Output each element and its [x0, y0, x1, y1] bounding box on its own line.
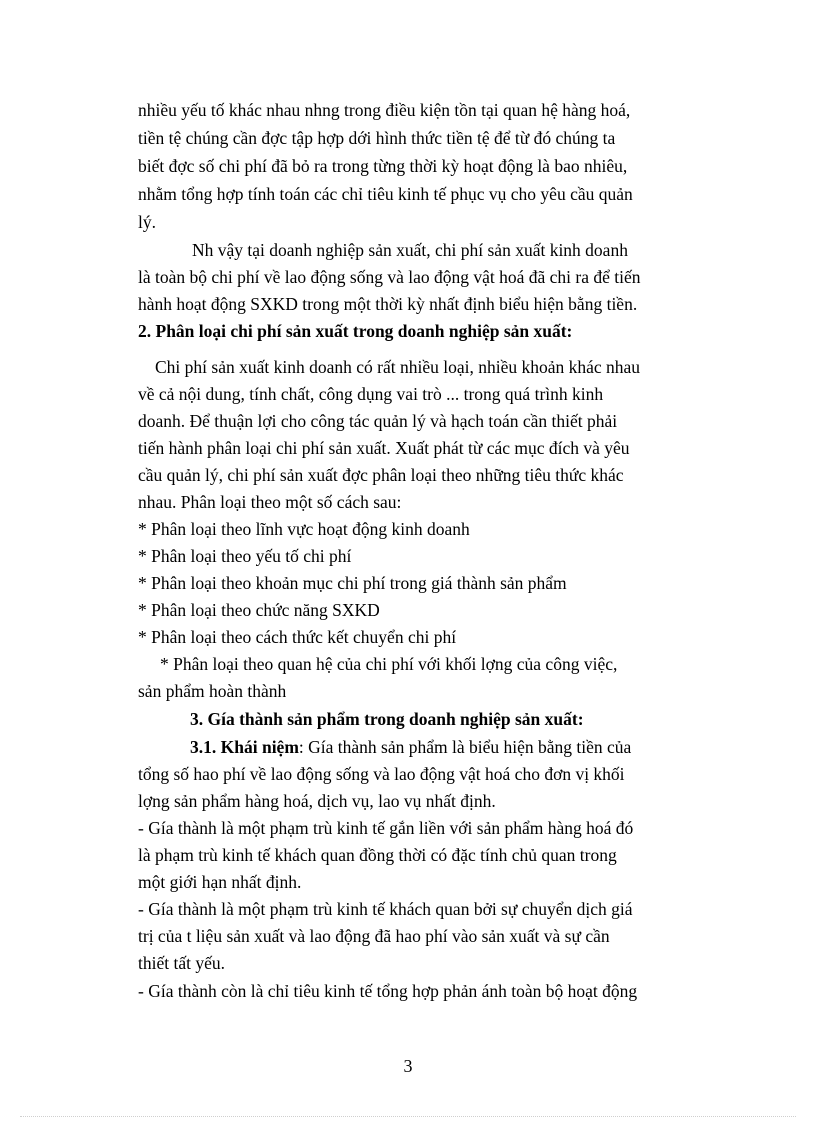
list-item: * Phân loại theo quan hệ của chi phí với khối lợng của công việc,	[160, 654, 618, 674]
page-border	[20, 1116, 796, 1117]
text-line: trị của t liệu sản xuất và lao động đã hao phí vào sản xuất và sự cần	[138, 926, 610, 946]
text-line: sản phẩm hoàn thành	[138, 681, 287, 701]
page-number: 3	[403, 1056, 413, 1076]
text-line: tiền tệ chúng cần đợc tập hợp dới hình thức tiền tệ để từ đó chúng ta	[138, 128, 616, 148]
text-line: - Gía thành là một phạm trù kinh tế gắn liền với sản phẩm hàng hoá đó	[138, 818, 634, 838]
text-line: là toàn bộ chi phí về lao động sống và lao động vật hoá đã chi ra để tiến	[138, 267, 641, 287]
text-line: tổng số hao phí về lao động sống và lao động vật hoá cho đơn vị khối	[138, 764, 625, 784]
text-line: là phạm trù kinh tế khách quan đồng thời có đặc tính chủ quan trong	[138, 845, 617, 865]
list-item: * Phân loại theo khoản mục chi phí trong giá thành sản phẩm	[138, 573, 567, 593]
list-item: * Phân loại theo chức năng SXKD	[138, 600, 380, 620]
text-line: nhau. Phân loại theo một số cách sau:	[138, 492, 402, 512]
text-line: hành hoạt động SXKD trong một thời kỳ nhất định biểu hiện bằng tiền.	[138, 294, 638, 314]
text-line: lý.	[138, 212, 156, 232]
text-line: thiết tất yếu.	[138, 953, 225, 973]
text-line: lợng sản phẩm hàng hoá, dịch vụ, lao vụ nhất định.	[138, 791, 496, 811]
text-line: nhiều yếu tố khác nhau nhng trong điều kiện tồn tại quan hệ hàng hoá,	[138, 100, 631, 120]
text-line: Nh vậy tại doanh nghiệp sản xuất, chi phí sản xuất kinh doanh	[192, 240, 628, 260]
text-line: doanh. Để thuận lợi cho công tác quản lý và hạch toán cần thiết phải	[138, 411, 618, 431]
list-item: * Phân loại theo yếu tố chi phí	[138, 546, 352, 566]
section-heading: 2. Phân loại chi phí sản xuất trong doanh nghiệp sản xuất:	[138, 321, 573, 341]
list-item: * Phân loại theo lĩnh vực hoạt động kinh doanh	[138, 519, 470, 539]
text-line: tiến hành phân loại chi phí sản xuất. Xuất phát từ các mục đích và yêu	[138, 438, 630, 458]
text-line: một giới hạn nhất định.	[138, 872, 302, 892]
text-line: Chi phí sản xuất kinh doanh có rất nhiều loại, nhiều khoản khác nhau	[155, 357, 641, 377]
text-line: - Gía thành còn là chỉ tiêu kinh tế tổng hợp phản ánh toàn bộ hoạt động	[138, 981, 638, 1001]
text-line: nhằm tổng hợp tính toán các chỉ tiêu kinh tế phục vụ cho yêu cầu quản	[138, 184, 633, 204]
subsection-line	[190, 737, 631, 757]
text-line: về cả nội dung, tính chất, công dụng vai trò ... trong quá trình kinh	[138, 384, 604, 404]
text-line: - Gía thành là một phạm trù kinh tế khách quan bởi sự chuyển dịch giá	[138, 899, 633, 919]
text-line: cầu quản lý, chi phí sản xuất đợc phân loại theo những tiêu thức khác	[138, 465, 624, 485]
list-item: * Phân loại theo cách thức kết chuyển chi phí	[138, 627, 457, 647]
section-heading: 3. Gía thành sản phẩm trong doanh nghiệp sản xuất:	[190, 709, 584, 729]
text-line: biết đợc số chi phí đã bỏ ra trong từng thời kỳ hoạt động là bao nhiêu,	[138, 156, 628, 176]
subsection-heading: 3.1. Khái niệm	[190, 737, 299, 757]
subsection-text: : Gía thành sản phẩm là biểu hiện bằng tiền của	[298, 737, 632, 757]
